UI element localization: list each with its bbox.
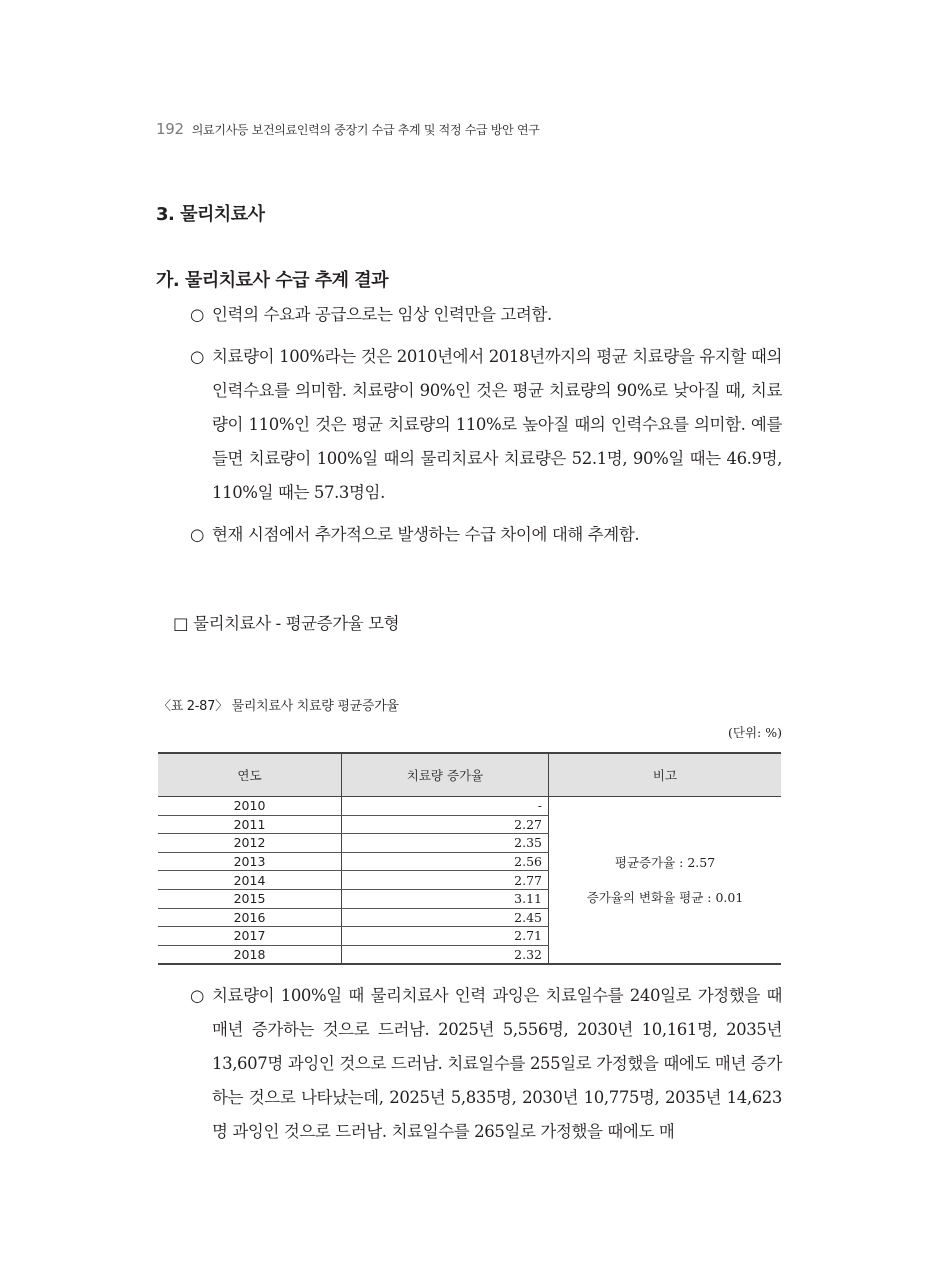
rate-cell: - [342, 797, 549, 816]
year-cell: 2016 [158, 908, 342, 927]
rate-cell: 2.77 [342, 871, 549, 890]
year-cell: 2011 [158, 815, 342, 834]
col-header-year: 연도 [158, 753, 342, 797]
bullet-item [190, 979, 782, 1149]
year-cell: 2018 [158, 945, 342, 964]
circle-bullet-icon: ○ [190, 347, 204, 366]
circle-bullet-icon: ○ [190, 525, 204, 544]
note-cell [549, 797, 782, 965]
section-heading: 3. 물리치료사 [156, 204, 265, 225]
year-cell: 2012 [158, 834, 342, 853]
bullet-text: 현재 시점에서 추가적으로 발생하는 수급 차이에 대해 추계함. [212, 525, 640, 544]
page-number: 192 [156, 120, 184, 138]
running-header [156, 120, 540, 138]
rate-cell: 2.32 [342, 945, 549, 964]
note-change-rate: 증가율의 변화율 평균 : 0.01 [586, 890, 744, 906]
rate-cell: 3.11 [342, 889, 549, 908]
year-cell: 2013 [158, 852, 342, 871]
year-cell: 2014 [158, 871, 342, 890]
rate-cell: 2.56 [342, 852, 549, 871]
year-cell: 2010 [158, 797, 342, 816]
circle-bullet-icon: ○ [190, 305, 204, 324]
rate-cell: 2.35 [342, 834, 549, 853]
model-title: □ 물리치료사 - 평균증가율 모형 [173, 614, 400, 633]
rate-cell: 2.45 [342, 908, 549, 927]
col-header-note: 비고 [549, 753, 782, 797]
rate-cell: 2.71 [342, 927, 549, 946]
year-cell: 2015 [158, 889, 342, 908]
col-header-rate: 치료량 증가율 [342, 753, 549, 797]
circle-bullet-icon: ○ [190, 986, 204, 1005]
table-row [158, 797, 781, 816]
bullet-item [190, 340, 782, 510]
bullet-text: 치료량이 100%일 때 물리치료사 인력 과잉은 치료일수를 240일로 가정했을 때 매년 증가하는 것으로 드러남. 2025년 5,556명, 2030년 10,161명, 2035년 13,607명 과잉인 것으로 드러남. 치료일수를 255일로 가정했을 때에도 매년 증가하는 것으로 나타났는데, 2025년 5,835명, 2030년 10,775명, 2035년 14,623명 과잉인 것으로 드러남. 치료일수를 265일로 가정했을 때에도 매 [212, 986, 782, 1141]
note-average: 평균증가율 : 2.57 [614, 855, 716, 871]
table-unit: (단위: %) [728, 725, 782, 740]
running-title: 의료기사등 보건의료인력의 중장기 수급 추계 및 적정 수급 방안 연구 [191, 123, 540, 137]
table-caption: 〈표 2-87〉 물리치료사 치료량 평균증가율 [158, 699, 399, 714]
growth-rate-table [158, 752, 781, 965]
subsection-heading: 가. 물리치료사 수급 추계 결과 [156, 270, 389, 291]
bullet-list [190, 298, 782, 560]
bullet-item [190, 298, 782, 332]
bullet-item [190, 518, 782, 552]
bullet-list-after-table [190, 979, 782, 1157]
bullet-text: 인력의 수요과 공급으로는 임상 인력만을 고려함. [212, 305, 552, 324]
table-header-row [158, 753, 781, 797]
bullet-text: 치료량이 100%라는 것은 2010년에서 2018년까지의 평균 치료량을 유지할 때의 인력수요를 의미함. 치료량이 90%인 것은 평균 치료량의 90%로 낮아질 때, 치료량이 110%인 것은 평균 치료량의 110%로 높아질 때의 인력수요를 의미함. 예를 들면 치료량이 100%일 때의 물리치료사 치료량은 52.1명, 90%일 때는 46.9명, 110%일 때는 57.3명임. [212, 347, 782, 502]
rate-cell: 2.27 [342, 815, 549, 834]
year-cell: 2017 [158, 927, 342, 946]
